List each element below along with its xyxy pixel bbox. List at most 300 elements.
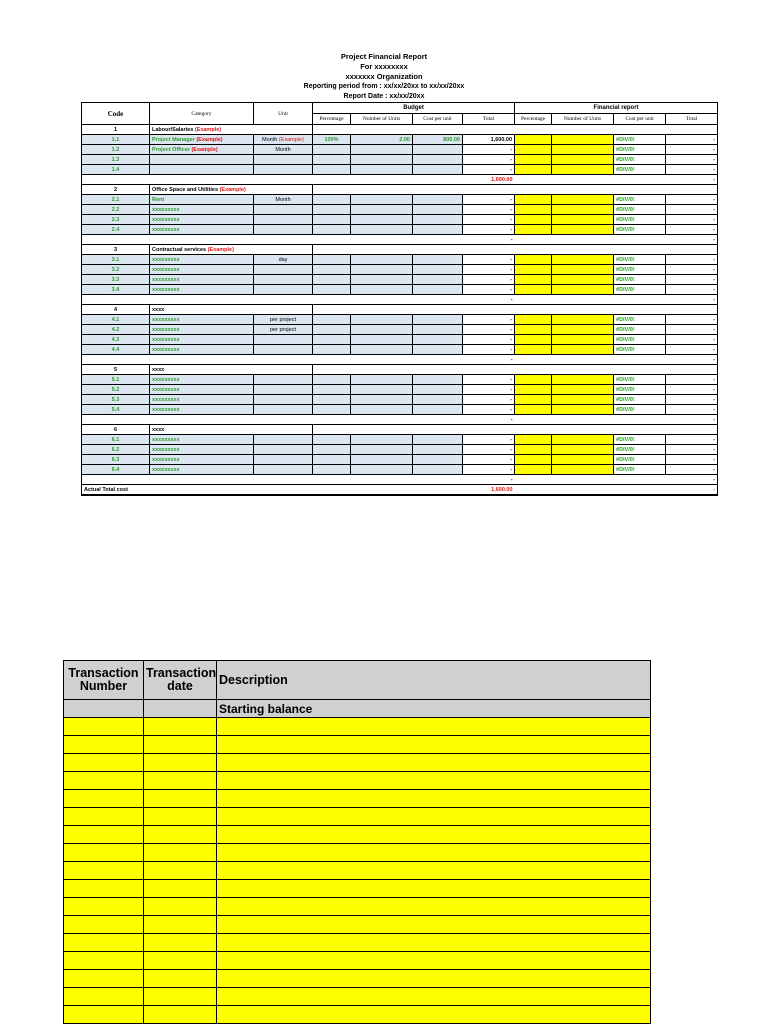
line-code: 5.2 xyxy=(82,385,150,395)
section-code: 6 xyxy=(82,425,150,435)
budget-cost-cell[interactable] xyxy=(413,405,463,415)
table-cell[interactable] xyxy=(217,952,651,970)
budget-percentage-cell[interactable] xyxy=(313,345,351,355)
financial-report-body xyxy=(82,125,718,496)
header-transaction-date: Transaction date xyxy=(144,661,217,700)
budget-cost-cell[interactable] xyxy=(413,455,463,465)
budget-units-cell[interactable] xyxy=(351,405,413,415)
fin-units-cell[interactable] xyxy=(552,375,614,385)
budget-percentage-cell[interactable] xyxy=(313,155,351,165)
budget-cost-cell[interactable] xyxy=(413,325,463,335)
line-code: 2.3 xyxy=(82,215,150,225)
table-row xyxy=(64,880,651,898)
table-cell[interactable] xyxy=(217,808,651,826)
category-label: xxxxxxxxx xyxy=(152,456,180,463)
fin-percentage-cell[interactable] xyxy=(515,405,552,415)
budget-units-cell[interactable] xyxy=(351,395,413,405)
fin-percentage-cell[interactable] xyxy=(515,195,552,205)
category-label: xxxxxxxxx xyxy=(152,206,180,213)
table-cell[interactable] xyxy=(144,790,217,808)
fin-percentage-cell[interactable] xyxy=(515,445,552,455)
line-code: 4.3 xyxy=(82,335,150,345)
table-cell[interactable] xyxy=(217,754,651,772)
unit-label: Month xyxy=(275,196,291,203)
actual-total-spacer xyxy=(515,485,666,496)
unit-cell[interactable] xyxy=(254,135,313,145)
header-unit: Unit xyxy=(254,103,313,125)
table-cell[interactable] xyxy=(144,1006,217,1024)
table-cell[interactable] xyxy=(144,826,217,844)
fin-percentage-cell[interactable] xyxy=(515,165,552,175)
transactions-body xyxy=(64,700,651,1024)
table-cell[interactable] xyxy=(144,952,217,970)
unit-cell[interactable] xyxy=(254,395,313,405)
table-row xyxy=(82,345,718,355)
actual-total-label: Actual Total cost xyxy=(82,485,463,496)
table-cell[interactable] xyxy=(64,772,144,790)
budget-cost-cell[interactable] xyxy=(413,265,463,275)
line-code: 2.1 xyxy=(82,195,150,205)
budget-percentage-cell[interactable] xyxy=(313,265,351,275)
table-cell[interactable] xyxy=(144,934,217,952)
fin-units-cell[interactable] xyxy=(552,325,614,335)
unit-cell[interactable] xyxy=(254,465,313,475)
fin-percentage-cell[interactable] xyxy=(515,435,552,445)
section-header-row xyxy=(82,305,718,315)
budget-percentage-cell[interactable] xyxy=(313,405,351,415)
budget-units-cell[interactable] xyxy=(351,455,413,465)
fin-units-cell[interactable] xyxy=(552,385,614,395)
budget-units-cell[interactable] xyxy=(351,205,413,215)
unit-cell[interactable] xyxy=(254,285,313,295)
category-cell[interactable] xyxy=(150,385,254,395)
table-row xyxy=(64,790,651,808)
table-cell[interactable] xyxy=(64,952,144,970)
line-code: 3.4 xyxy=(82,285,150,295)
category-cell[interactable] xyxy=(150,135,254,145)
table-cell[interactable] xyxy=(64,970,144,988)
fin-units-cell[interactable] xyxy=(552,145,614,155)
table-cell[interactable] xyxy=(64,898,144,916)
budget-cost-cell[interactable] xyxy=(413,215,463,225)
fin-cost-cell: #DIV/0! xyxy=(614,325,666,335)
budget-percentage-cell[interactable] xyxy=(313,215,351,225)
budget-percentage-cell[interactable] xyxy=(313,205,351,215)
fin-percentage-cell[interactable] xyxy=(515,285,552,295)
fin-percentage-cell[interactable] xyxy=(515,275,552,285)
budget-percentage-cell[interactable] xyxy=(313,225,351,235)
table-cell[interactable] xyxy=(144,862,217,880)
budget-units-cell[interactable] xyxy=(351,195,413,205)
fin-percentage-cell[interactable] xyxy=(515,455,552,465)
budget-total-cell: - xyxy=(463,255,515,265)
budget-total-cell: - xyxy=(463,155,515,165)
category-cell[interactable] xyxy=(150,435,254,445)
budget-percentage-cell[interactable] xyxy=(313,395,351,405)
fin-percentage-cell[interactable] xyxy=(515,385,552,395)
budget-percentage-cell[interactable] xyxy=(313,445,351,455)
fin-percentage-cell[interactable] xyxy=(515,375,552,385)
table-cell[interactable] xyxy=(144,898,217,916)
fin-percentage-cell[interactable] xyxy=(515,145,552,155)
budget-cost-cell[interactable] xyxy=(413,345,463,355)
unit-cell[interactable] xyxy=(254,335,313,345)
category-cell[interactable] xyxy=(150,195,254,205)
budget-percentage-cell[interactable] xyxy=(313,435,351,445)
fin-percentage-cell[interactable] xyxy=(515,345,552,355)
section-code: 4 xyxy=(82,305,150,315)
unit-cell[interactable] xyxy=(254,275,313,285)
table-cell[interactable] xyxy=(217,898,651,916)
category-label: xxxxxxxxx xyxy=(152,386,180,393)
budget-cost-cell[interactable] xyxy=(413,435,463,445)
category-cell[interactable] xyxy=(150,225,254,235)
fin-units-cell[interactable] xyxy=(552,255,614,265)
table-cell[interactable] xyxy=(144,880,217,898)
fin-cost-cell: #DIV/0! xyxy=(614,275,666,285)
budget-units-cell[interactable] xyxy=(351,345,413,355)
subtotal-spacer xyxy=(515,235,666,245)
budget-percentage-cell[interactable] xyxy=(313,275,351,285)
budget-units-cell[interactable] xyxy=(351,165,413,175)
fin-units-cell[interactable] xyxy=(552,215,614,225)
unit-cell[interactable] xyxy=(254,215,313,225)
budget-percentage-cell[interactable] xyxy=(313,145,351,155)
table-cell[interactable] xyxy=(217,970,651,988)
table-row xyxy=(82,455,718,465)
section-title-cell xyxy=(150,125,313,135)
table-cell[interactable] xyxy=(217,1006,651,1024)
budget-units-cell[interactable] xyxy=(351,255,413,265)
category-label: xxxxxxxxx xyxy=(152,336,180,343)
fin-total-cell: - xyxy=(666,205,718,215)
fin-percentage-cell[interactable] xyxy=(515,135,552,145)
fin-cost-cell: #DIV/0! xyxy=(614,445,666,455)
budget-cost-cell[interactable] xyxy=(413,275,463,285)
fin-total-cell: - xyxy=(666,345,718,355)
table-row xyxy=(64,898,651,916)
category-cell[interactable] xyxy=(150,275,254,285)
budget-percentage-cell[interactable] xyxy=(313,335,351,345)
budget-percentage-cell[interactable] xyxy=(313,165,351,175)
budget-cost-cell[interactable] xyxy=(413,315,463,325)
budget-cost-cell[interactable] xyxy=(413,145,463,155)
budget-percentage-cell[interactable] xyxy=(313,195,351,205)
fin-percentage-cell[interactable] xyxy=(515,325,552,335)
table-cell[interactable] xyxy=(64,754,144,772)
line-code: 3.2 xyxy=(82,265,150,275)
table-cell[interactable] xyxy=(144,736,217,754)
fin-units-cell[interactable] xyxy=(552,465,614,475)
unit-cell[interactable] xyxy=(254,385,313,395)
report-org-line: xxxxxxx Organization xyxy=(345,72,423,81)
budget-units-cell[interactable] xyxy=(351,285,413,295)
fin-units-cell[interactable] xyxy=(552,435,614,445)
unit-cell[interactable] xyxy=(254,225,313,235)
table-cell[interactable] xyxy=(217,736,651,754)
category-label: Project Officer xyxy=(152,146,190,153)
budget-percentage-cell[interactable] xyxy=(313,325,351,335)
fin-percentage-cell[interactable] xyxy=(515,395,552,405)
unit-cell[interactable] xyxy=(254,155,313,165)
table-row xyxy=(64,934,651,952)
table-cell[interactable] xyxy=(64,826,144,844)
table-cell[interactable] xyxy=(217,844,651,862)
category-example-tag: (Example) xyxy=(191,146,218,153)
line-code: 5.4 xyxy=(82,405,150,415)
table-cell[interactable] xyxy=(64,1006,144,1024)
budget-cost-cell[interactable] xyxy=(413,385,463,395)
category-cell[interactable] xyxy=(150,255,254,265)
unit-cell[interactable] xyxy=(254,265,313,275)
table-cell[interactable] xyxy=(217,916,651,934)
budget-percentage-cell[interactable] xyxy=(313,255,351,265)
fin-percentage-cell[interactable] xyxy=(515,315,552,325)
header-budget-units: Number of Units xyxy=(351,114,413,125)
fin-percentage-cell[interactable] xyxy=(515,225,552,235)
category-cell[interactable] xyxy=(150,285,254,295)
budget-units-cell[interactable] xyxy=(351,465,413,475)
fin-cost-cell: #DIV/0! xyxy=(614,385,666,395)
category-cell[interactable] xyxy=(150,445,254,455)
category-cell[interactable] xyxy=(150,165,254,175)
budget-cost-cell[interactable] xyxy=(413,465,463,475)
section-fin-subtotal: - xyxy=(666,415,718,425)
unit-cell[interactable] xyxy=(254,145,313,155)
unit-cell[interactable] xyxy=(254,205,313,215)
fin-percentage-cell[interactable] xyxy=(515,255,552,265)
budget-percentage-cell[interactable] xyxy=(313,455,351,465)
fin-units-cell[interactable] xyxy=(552,345,614,355)
unit-cell[interactable] xyxy=(254,325,313,335)
header-financial-report: Financial report xyxy=(515,103,718,114)
table-cell[interactable] xyxy=(64,862,144,880)
table-cell[interactable] xyxy=(64,808,144,826)
fin-units-cell[interactable] xyxy=(552,405,614,415)
fin-units-cell[interactable] xyxy=(552,225,614,235)
budget-cost-cell[interactable] xyxy=(413,445,463,455)
budget-cost-cell[interactable] xyxy=(413,375,463,385)
fin-percentage-cell[interactable] xyxy=(515,335,552,345)
budget-percentage-cell[interactable]: 100% xyxy=(313,135,351,145)
budget-cost-cell[interactable]: 800.00 xyxy=(413,135,463,145)
table-row xyxy=(64,718,651,736)
table-cell[interactable] xyxy=(217,880,651,898)
header-budget-cost: Cost per unit xyxy=(413,114,463,125)
fin-total-cell: - xyxy=(666,335,718,345)
unit-cell[interactable] xyxy=(254,435,313,445)
table-cell[interactable] xyxy=(144,772,217,790)
budget-units-cell[interactable]: 2.00 xyxy=(351,135,413,145)
fin-total-cell: - xyxy=(666,465,718,475)
unit-label: per project xyxy=(270,326,296,333)
table-cell[interactable] xyxy=(144,844,217,862)
section-budget-subtotal: - xyxy=(463,235,515,245)
table-cell[interactable] xyxy=(64,916,144,934)
budget-units-cell[interactable] xyxy=(351,445,413,455)
table-cell[interactable] xyxy=(217,718,651,736)
section-fin-subtotal: - xyxy=(666,235,718,245)
section-title: xxxx xyxy=(152,426,165,433)
section-fin-subtotal: - xyxy=(666,475,718,485)
unit-cell[interactable] xyxy=(254,165,313,175)
budget-units-cell[interactable] xyxy=(351,375,413,385)
fin-total-cell: - xyxy=(666,375,718,385)
fin-cost-cell: #DIV/0! xyxy=(614,455,666,465)
category-cell[interactable] xyxy=(150,265,254,275)
table-cell[interactable] xyxy=(144,700,217,718)
table-cell[interactable] xyxy=(64,880,144,898)
category-cell[interactable] xyxy=(150,145,254,155)
category-cell[interactable] xyxy=(150,455,254,465)
table-cell[interactable] xyxy=(64,988,144,1006)
fin-units-cell[interactable] xyxy=(552,265,614,275)
subtotal-spacer xyxy=(515,475,666,485)
budget-percentage-cell[interactable] xyxy=(313,465,351,475)
budget-percentage-cell[interactable] xyxy=(313,385,351,395)
fin-cost-cell: #DIV/0! xyxy=(614,315,666,325)
category-label: xxxxxxxxx xyxy=(152,256,180,263)
table-cell[interactable] xyxy=(217,790,651,808)
table-cell[interactable] xyxy=(217,772,651,790)
unit-cell[interactable] xyxy=(254,345,313,355)
section-example-tag: (Example) xyxy=(207,246,234,253)
category-cell[interactable] xyxy=(150,405,254,415)
table-cell[interactable] xyxy=(64,718,144,736)
fin-cost-cell: #DIV/0! xyxy=(614,375,666,385)
budget-cost-cell[interactable] xyxy=(413,225,463,235)
header-fin-cost: Cost per unit xyxy=(614,114,666,125)
fin-units-cell[interactable] xyxy=(552,315,614,325)
budget-units-cell[interactable] xyxy=(351,315,413,325)
line-code: 1.3 xyxy=(82,155,150,165)
fin-units-cell[interactable] xyxy=(552,395,614,405)
budget-cost-cell[interactable] xyxy=(413,395,463,405)
unit-cell[interactable] xyxy=(254,315,313,325)
line-code: 1.4 xyxy=(82,165,150,175)
table-row xyxy=(64,754,651,772)
fin-total-cell: - xyxy=(666,145,718,155)
table-cell[interactable] xyxy=(64,790,144,808)
table-cell[interactable] xyxy=(217,988,651,1006)
budget-cost-cell[interactable] xyxy=(413,255,463,265)
section-header-spacer xyxy=(313,425,718,435)
fin-units-cell[interactable] xyxy=(552,195,614,205)
fin-units-cell[interactable] xyxy=(552,335,614,345)
table-row xyxy=(82,335,718,345)
budget-units-cell[interactable] xyxy=(351,145,413,155)
unit-cell[interactable] xyxy=(254,445,313,455)
fin-percentage-cell[interactable] xyxy=(515,205,552,215)
budget-units-cell[interactable] xyxy=(351,435,413,445)
table-cell[interactable] xyxy=(64,934,144,952)
budget-cost-cell[interactable] xyxy=(413,205,463,215)
table-row xyxy=(82,165,718,175)
fin-percentage-cell[interactable] xyxy=(515,265,552,275)
table-cell[interactable] xyxy=(144,754,217,772)
fin-percentage-cell[interactable] xyxy=(515,465,552,475)
fin-units-cell[interactable] xyxy=(552,155,614,165)
budget-cost-cell[interactable] xyxy=(413,335,463,345)
unit-cell[interactable] xyxy=(254,255,313,265)
budget-units-cell[interactable] xyxy=(351,385,413,395)
section-title: Labour/Salaries xyxy=(152,126,194,133)
budget-units-cell[interactable] xyxy=(351,325,413,335)
budget-units-cell[interactable] xyxy=(351,335,413,345)
fin-units-cell[interactable] xyxy=(552,135,614,145)
category-cell[interactable] xyxy=(150,395,254,405)
fin-total-cell: - xyxy=(666,135,718,145)
budget-cost-cell[interactable] xyxy=(413,155,463,165)
unit-cell[interactable] xyxy=(254,455,313,465)
table-cell[interactable] xyxy=(144,916,217,934)
budget-percentage-cell[interactable] xyxy=(313,315,351,325)
unit-cell[interactable] xyxy=(254,405,313,415)
table-cell[interactable] xyxy=(144,808,217,826)
subtotal-spacer xyxy=(82,295,463,305)
table-cell[interactable] xyxy=(144,970,217,988)
unit-cell[interactable] xyxy=(254,195,313,205)
table-row xyxy=(82,315,718,325)
budget-cost-cell[interactable] xyxy=(413,165,463,175)
table-cell[interactable] xyxy=(217,826,651,844)
budget-total-cell: - xyxy=(463,375,515,385)
category-cell[interactable] xyxy=(150,205,254,215)
budget-cost-cell[interactable] xyxy=(413,195,463,205)
budget-cost-cell[interactable] xyxy=(413,285,463,295)
fin-percentage-cell[interactable] xyxy=(515,215,552,225)
category-cell[interactable] xyxy=(150,375,254,385)
category-cell[interactable] xyxy=(150,155,254,165)
budget-units-cell[interactable] xyxy=(351,275,413,285)
section-example-tag: (Example) xyxy=(194,126,222,133)
category-cell[interactable] xyxy=(150,315,254,325)
fin-units-cell[interactable] xyxy=(552,285,614,295)
category-cell[interactable] xyxy=(150,345,254,355)
budget-percentage-cell[interactable] xyxy=(313,375,351,385)
budget-units-cell[interactable] xyxy=(351,215,413,225)
fin-units-cell[interactable] xyxy=(552,455,614,465)
category-cell[interactable] xyxy=(150,325,254,335)
table-cell[interactable] xyxy=(64,736,144,754)
table-row xyxy=(64,952,651,970)
section-header-spacer xyxy=(313,185,718,195)
budget-units-cell[interactable] xyxy=(351,155,413,165)
category-cell[interactable] xyxy=(150,465,254,475)
fin-units-cell[interactable] xyxy=(552,205,614,215)
table-row xyxy=(64,862,651,880)
fin-percentage-cell[interactable] xyxy=(515,155,552,165)
category-label: xxxxxxxxx xyxy=(152,266,180,273)
table-cell[interactable] xyxy=(144,718,217,736)
unit-cell[interactable] xyxy=(254,375,313,385)
fin-cost-cell: #DIV/0! xyxy=(614,405,666,415)
category-cell[interactable] xyxy=(150,215,254,225)
budget-percentage-cell[interactable] xyxy=(313,285,351,295)
budget-units-cell[interactable] xyxy=(351,265,413,275)
fin-units-cell[interactable] xyxy=(552,445,614,455)
category-cell[interactable] xyxy=(150,335,254,345)
fin-units-cell[interactable] xyxy=(552,275,614,285)
table-cell[interactable] xyxy=(64,844,144,862)
table-cell[interactable] xyxy=(144,988,217,1006)
table-cell[interactable] xyxy=(217,934,651,952)
table-row xyxy=(82,255,718,265)
table-cell[interactable] xyxy=(217,862,651,880)
budget-units-cell[interactable] xyxy=(351,225,413,235)
fin-units-cell[interactable] xyxy=(552,165,614,175)
table-cell[interactable] xyxy=(64,700,144,718)
